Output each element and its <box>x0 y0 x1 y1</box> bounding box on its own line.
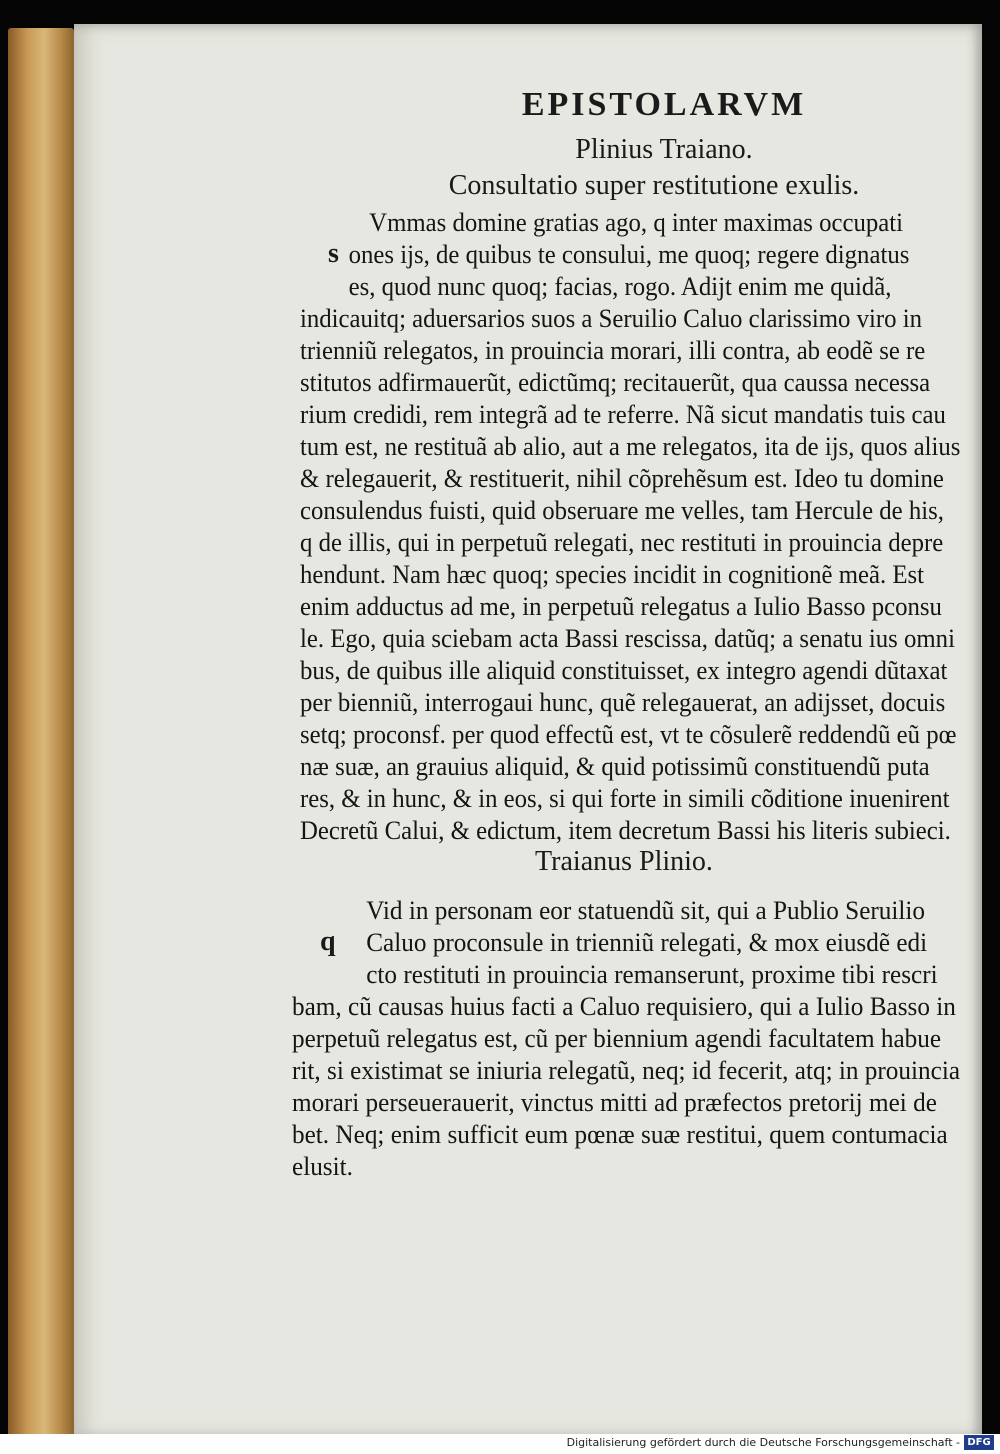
running-head: EPISTOLARVM <box>521 86 807 123</box>
text-line: ones ijs, de quibus te consului, me quoq; regere dignatus <box>348 239 910 269</box>
text-line: bus, de quibus ille aliquid constituisset, ex integro agendi dũtaxat <box>300 655 948 685</box>
text-line: le. Ego, quia sciebam acta Bassi rescissa, datũq; a senatu ius omni <box>300 623 955 653</box>
text-line: Vmmas domine gratias ago, q inter maximas occupati <box>369 207 904 237</box>
letter2-body <box>292 894 994 1182</box>
text-line: Caluo proconsule in trienniũ relegati, & mox eiusdẽ edi <box>366 927 928 957</box>
letter1-body <box>300 206 1000 846</box>
text-line: q de illis, qui in perpetuũ relegati, nec restituti in prouincia depre <box>300 527 944 557</box>
text-line: elusit. <box>292 1151 353 1181</box>
text-line: trienniũ relegatos, in prouincia morari, illi contra, ab eodẽ se re <box>300 335 926 365</box>
text-line: bet. Neq; enim sufficit eum pœnæ suæ restitui, quem contumacia <box>292 1119 948 1149</box>
text-line: rium credidi, rem integrã ad te referre. Nã sicut mandatis tuis cau <box>300 399 946 429</box>
text-line: indicauitq; aduersarios suos a Seruilio Caluo clarissimo viro in <box>300 303 922 333</box>
text-line: Vid in personam eor statuendũ sit, qui a Publio Seruilio <box>366 895 926 925</box>
letter1-title: Plinius Traiano. <box>575 134 753 165</box>
letter2-title: Traianus Plinio. <box>535 846 713 877</box>
book-page <box>74 24 982 1438</box>
text-line: tum est, ne restituã ab alio, aut a me relegatos, ita de ijs, quos alius <box>300 431 961 461</box>
text-line: stitutos adfirmauerũt, edictũmq; recitauerũt, qua caussa necessa <box>300 367 931 397</box>
text-line: res, & in hunc, & in eos, si qui forte in simili cõditione inuenirent <box>300 783 950 813</box>
text-line: morari perseuerauerit, vinctus mitti ad præfectos pretorij mei de <box>292 1087 937 1117</box>
text-line: & relegauerit, & restituerit, nihil cõprehẽsum est. Ideo tu domine <box>300 463 944 493</box>
book-edge <box>8 28 74 1440</box>
text-line: enim adductus ad me, in perpetuũ relegatus a Iulio Basso pconsu <box>300 591 942 621</box>
footer-credit: Digitalisierung gefördert durch die Deutsche Forschungsgemeinschaft - <box>566 1436 960 1449</box>
letter2-initial: q <box>320 926 336 957</box>
text-line: perpetuũ relegatus est, cũ per biennium agendi facultatem habue <box>292 1023 942 1053</box>
letter1-subtitle: Consultatio super restitutione exulis. <box>448 170 860 201</box>
text-line: consulendus fuisti, quid obseruare me velles, tam Hercule de his, <box>300 495 944 525</box>
text-line: setq; proconsf. per quod effectũ est, vt te cõsulerẽ reddendũ eũ pœ <box>300 719 957 749</box>
text-line: es, quod nunc quoq; facias, rogo. Adijt enim me quidã, <box>348 271 892 301</box>
text-line: hendunt. Nam hæc quoq; species incidit in cognitionẽ meã. Est <box>300 559 925 589</box>
letter1-initial: s <box>328 238 339 269</box>
text-line: per bienniũ, interrogaui hunc, quẽ relegauerat, an adijsset, docuis <box>300 687 946 717</box>
text-line: rit, si existimat se iniuria relegatũ, neq; id fecerit, atq; in prouincia <box>292 1055 961 1085</box>
text-line: Decretũ Calui, & edictum, item decretum Bassi his literis subieci. <box>300 815 951 845</box>
text-line: næ suæ, an grauius aliquid, & quid potissimũ constituendũ puta <box>300 751 930 781</box>
text-line: cto restituti in prouincia remanserunt, proxime tibi rescri <box>366 959 938 989</box>
text-line: bam, cũ causas huius facti a Caluo requisiero, qui a Iulio Basso in <box>292 991 956 1021</box>
dfg-logo-icon: DFG <box>964 1435 994 1450</box>
